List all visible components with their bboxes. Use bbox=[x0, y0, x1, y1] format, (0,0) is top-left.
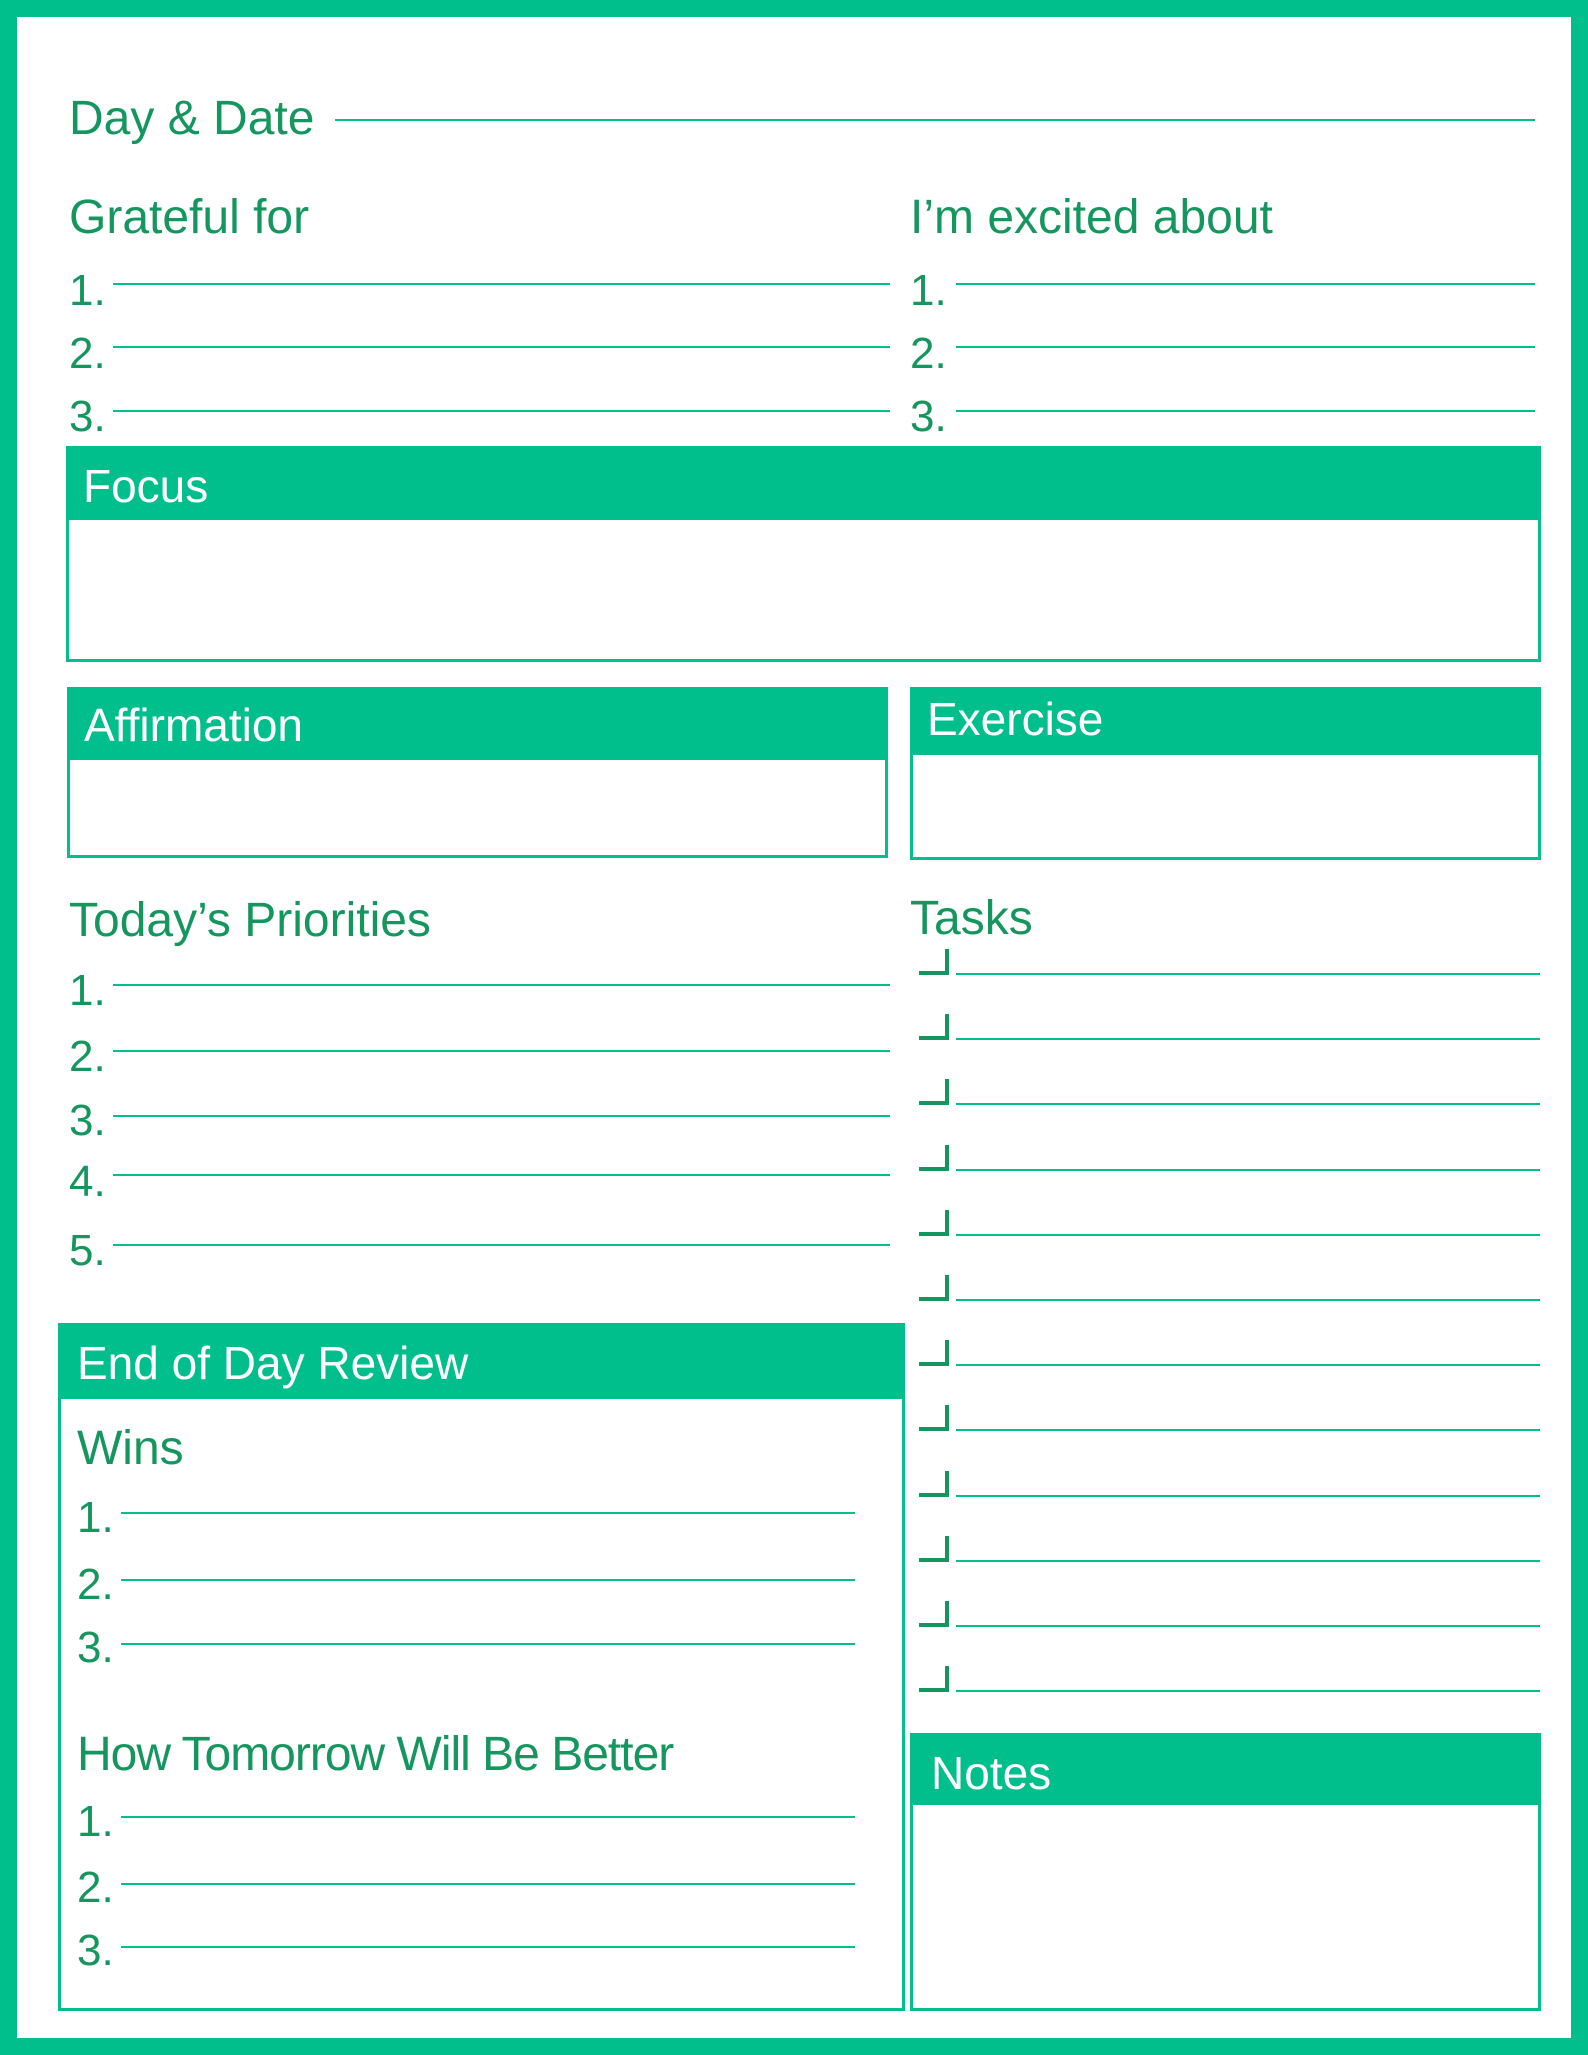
better-number-1: 1. bbox=[77, 1797, 114, 1846]
task-line[interactable] bbox=[956, 1429, 1540, 1431]
wins-title: Wins bbox=[77, 1422, 184, 1475]
focus-box[interactable] bbox=[66, 446, 1541, 662]
task-checkbox-icon[interactable] bbox=[919, 1666, 949, 1692]
task-line[interactable] bbox=[956, 1690, 1540, 1692]
excited-number-1: 1. bbox=[910, 266, 947, 315]
task-checkbox-icon[interactable] bbox=[919, 1145, 949, 1171]
task-line[interactable] bbox=[956, 1560, 1540, 1562]
task-line[interactable] bbox=[956, 1625, 1540, 1627]
priority-number-3: 3. bbox=[69, 1096, 106, 1145]
review-title: End of Day Review bbox=[61, 1326, 902, 1399]
priority-line-3[interactable] bbox=[113, 1115, 890, 1117]
wins-number-3: 3. bbox=[77, 1623, 114, 1672]
task-checkbox-icon[interactable] bbox=[919, 1014, 949, 1040]
wins-line-3[interactable] bbox=[121, 1643, 855, 1645]
task-checkbox-icon[interactable] bbox=[919, 1601, 949, 1627]
focus-title: Focus bbox=[69, 449, 1538, 520]
excited-number-2: 2. bbox=[910, 329, 947, 378]
excited-line-1[interactable] bbox=[956, 283, 1535, 285]
priority-number-5: 5. bbox=[69, 1226, 106, 1275]
task-checkbox-icon[interactable] bbox=[919, 1210, 949, 1236]
wins-number-1: 1. bbox=[77, 1493, 114, 1542]
excited-number-3: 3. bbox=[910, 392, 947, 441]
tasks-title: Tasks bbox=[910, 892, 1033, 945]
grateful-number-3: 3. bbox=[69, 392, 106, 441]
grateful-line-1[interactable] bbox=[113, 283, 890, 285]
grateful-number-2: 2. bbox=[69, 329, 106, 378]
excited-title: I’m excited about bbox=[910, 191, 1273, 244]
task-line[interactable] bbox=[956, 1038, 1540, 1040]
task-line[interactable] bbox=[956, 1364, 1540, 1366]
better-number-2: 2. bbox=[77, 1863, 114, 1912]
grateful-line-2[interactable] bbox=[113, 346, 890, 348]
task-line[interactable] bbox=[956, 1169, 1540, 1171]
wins-line-1[interactable] bbox=[121, 1512, 855, 1514]
notes-box[interactable] bbox=[910, 1733, 1541, 2011]
task-line[interactable] bbox=[956, 973, 1540, 975]
task-checkbox-icon[interactable] bbox=[919, 949, 949, 975]
wins-line-2[interactable] bbox=[121, 1579, 855, 1581]
affirmation-box[interactable] bbox=[67, 687, 888, 858]
task-checkbox-icon[interactable] bbox=[919, 1079, 949, 1105]
priority-line-5[interactable] bbox=[113, 1244, 890, 1246]
better-number-3: 3. bbox=[77, 1926, 114, 1975]
task-checkbox-icon[interactable] bbox=[919, 1340, 949, 1366]
priority-number-4: 4. bbox=[69, 1157, 106, 1206]
priorities-title: Today’s Priorities bbox=[69, 894, 431, 947]
priority-number-2: 2. bbox=[69, 1032, 106, 1081]
excited-line-2[interactable] bbox=[956, 346, 1535, 348]
exercise-title: Exercise bbox=[913, 690, 1538, 755]
better-line-1[interactable] bbox=[121, 1816, 855, 1818]
day-date-line[interactable] bbox=[335, 119, 1535, 121]
affirmation-title: Affirmation bbox=[70, 690, 885, 760]
task-line[interactable] bbox=[956, 1495, 1540, 1497]
priority-number-1: 1. bbox=[69, 966, 106, 1015]
better-line-3[interactable] bbox=[121, 1946, 855, 1948]
priority-line-4[interactable] bbox=[113, 1174, 890, 1176]
exercise-box[interactable] bbox=[910, 687, 1541, 860]
notes-title: Notes bbox=[913, 1736, 1538, 1805]
end-of-day-review-box bbox=[58, 1323, 905, 2011]
task-line[interactable] bbox=[956, 1103, 1540, 1105]
grateful-title: Grateful for bbox=[69, 191, 310, 244]
excited-line-3[interactable] bbox=[956, 410, 1535, 412]
task-line[interactable] bbox=[956, 1299, 1540, 1301]
task-checkbox-icon[interactable] bbox=[919, 1275, 949, 1301]
better-title: How Tomorrow Will Be Better bbox=[77, 1728, 674, 1781]
task-checkbox-icon[interactable] bbox=[919, 1471, 949, 1497]
task-line[interactable] bbox=[956, 1234, 1540, 1236]
task-checkbox-icon[interactable] bbox=[919, 1405, 949, 1431]
grateful-line-3[interactable] bbox=[113, 410, 890, 412]
grateful-number-1: 1. bbox=[69, 266, 106, 315]
priority-line-2[interactable] bbox=[113, 1050, 890, 1052]
priority-line-1[interactable] bbox=[113, 984, 890, 986]
day-date-label: Day & Date bbox=[69, 92, 315, 145]
better-line-2[interactable] bbox=[121, 1883, 855, 1885]
wins-number-2: 2. bbox=[77, 1560, 114, 1609]
task-checkbox-icon[interactable] bbox=[919, 1536, 949, 1562]
